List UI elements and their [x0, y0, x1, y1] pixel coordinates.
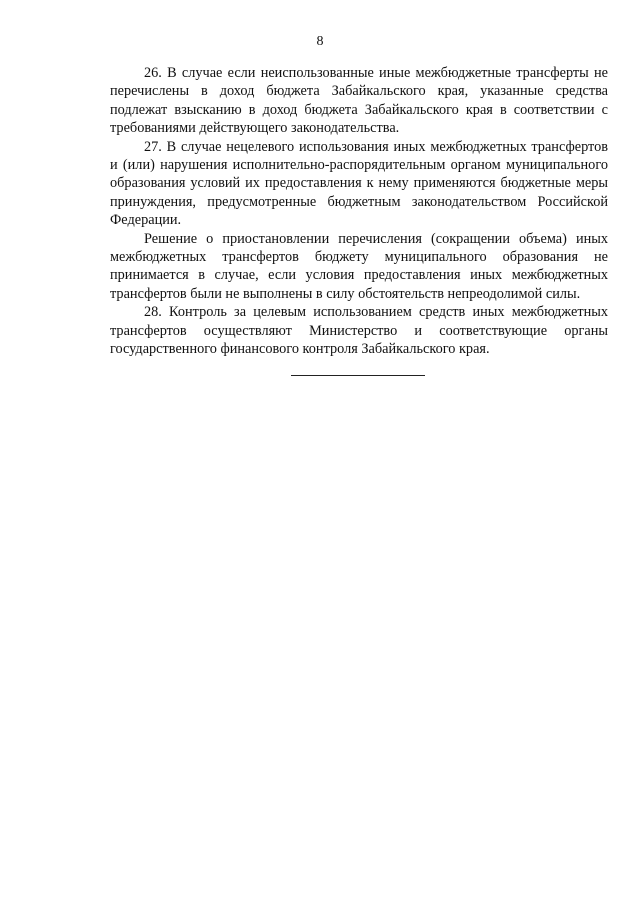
page-number: 8 [316, 34, 324, 49]
closing-divider [291, 375, 425, 376]
paragraph-27-decision: Решение о приостановлении перечисления (сокращении объема) иных межбюджетных трансфертов бюджету муниципального образования не принимается в случае, если условия предоставления иных межбюджетных трансфертов были не выполнены в силу обстоятельств непреодолимой силы. [110, 230, 608, 302]
paragraph-26: 26. В случае если неиспользованные иные межбюджетные трансферты не перечислены в доход бюджета Забайкальского края, указанные средства подлежат взысканию в доход бюджета Забайкальского края в соответствии с требованиями действующего законодательства. [110, 65, 608, 137]
paragraph-27: 27. В случае нецелевого использования иных межбюджетных трансфертов и (или) нарушения исполнительно-распорядительным органом муниципального образования условий их предоставления к нему применяются бюджетные меры принуждения, предусмотренные бюджетным законодательством Российской Федерации. [110, 138, 608, 229]
paragraph-28: 28. Контроль за целевым использованием средств иных межбюджетных трансфертов осуществляют Министерство и соответствующие органы государственного финансового контроля Забайкальского края. [110, 304, 608, 358]
document-body [110, 64, 608, 359]
